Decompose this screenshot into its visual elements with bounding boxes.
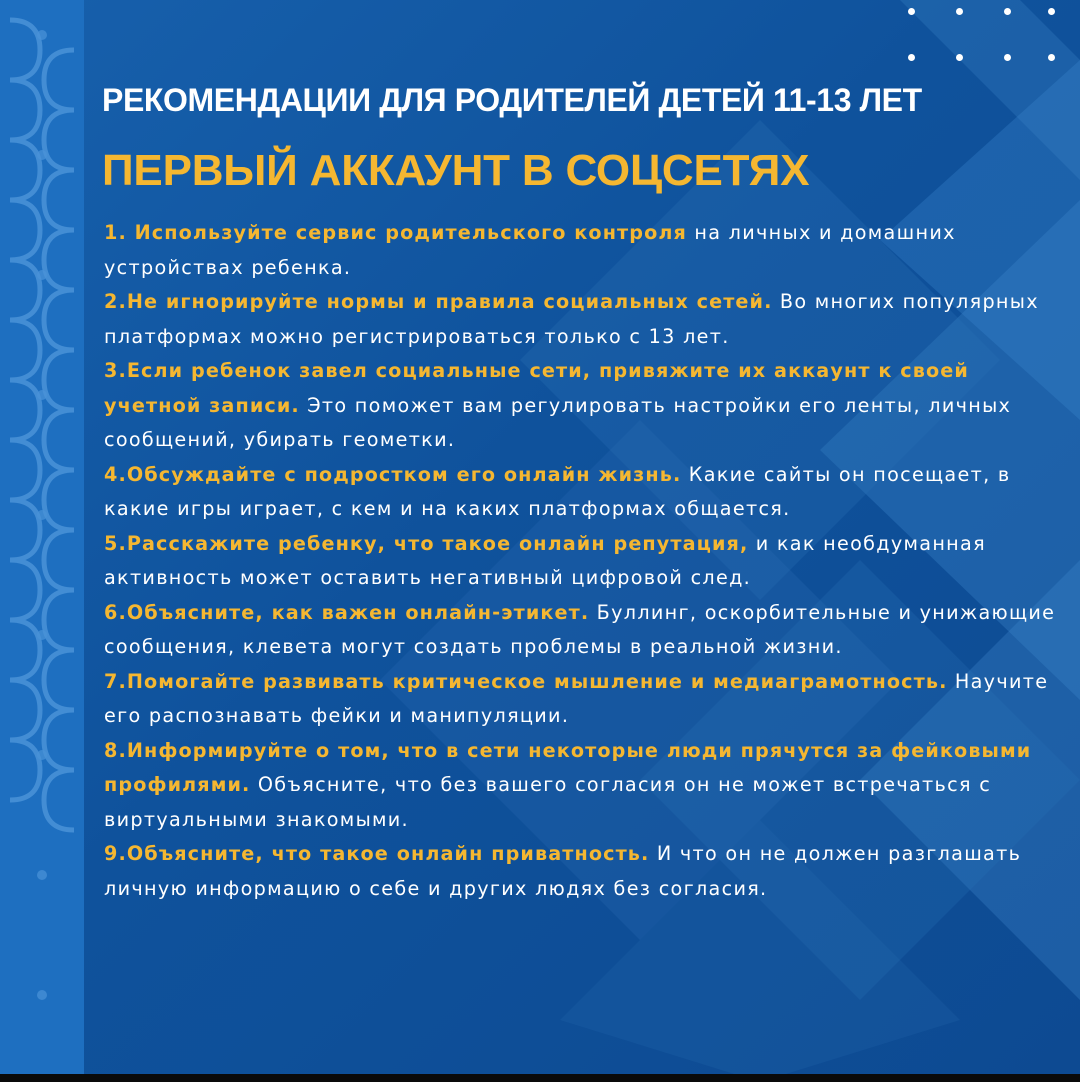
tip-text: Буллинг, оскорбительные и унижающие сообщения, клевета могут создать проблемы в реальной жизни. xyxy=(104,600,1056,658)
tip-text: Во многих популярных платформах можно регистрироваться только с 13 лет. xyxy=(104,290,1039,348)
tip-text: Это поможет вам регулировать настройки его ленты, личных сообщений, убирать геометки. xyxy=(104,393,1012,451)
tip-lead: 6.Объясните, как важен онлайн-этикет. xyxy=(104,600,590,624)
dot-grid xyxy=(908,4,1058,64)
tip-lead: 8.Информируйте о том, что в сети некоторые люди прячутся за фейковыми профилями. xyxy=(104,738,1032,796)
tip-lead: 2.Не игнорируйте нормы и правила социальных сетей. xyxy=(104,290,773,313)
tip-text: Научите его распознавать фейки и манипуляции. xyxy=(104,669,1049,727)
tip-item xyxy=(104,285,1064,354)
tip-lead: 7.Помогайте развивать критическое мышление и медиаграмотность. xyxy=(104,669,948,693)
tip-lead: 4.Обсуждайте с подростком его онлайн жизнь. xyxy=(104,462,682,486)
tip-item xyxy=(104,458,1064,527)
tip-text: Какие сайты он посещает, в какие игры играет, с кем и на каких платформах общается. xyxy=(104,462,1011,520)
tip-text: и как необдуманная активность может оставить негативный цифровой след. xyxy=(104,531,986,589)
tip-item xyxy=(104,596,1064,665)
ornament-strip xyxy=(0,0,84,1082)
tip-lead: 1. Используйте сервис родительского контроля xyxy=(104,221,687,244)
tip-item xyxy=(104,837,1064,906)
header-line: РЕКОМЕНДАЦИИ ДЛЯ РОДИТЕЛЕЙ ДЕТЕЙ 11-13 ЛЕТ xyxy=(102,82,922,118)
tip-item xyxy=(104,216,1064,285)
tip-text: И что он не должен разглашать личную информацию о себе и других людях без согласия. xyxy=(104,842,1022,900)
tip-item xyxy=(104,354,1064,458)
tip-text: Объясните, что без вашего согласия он не может встречаться с виртуальными знакомыми. xyxy=(104,773,992,831)
bottom-bar xyxy=(0,1074,1080,1082)
tip-text: на личных и домашних устройствах ребенка. xyxy=(104,221,956,279)
tip-lead: 5.Расскажите ребенку, что такое онлайн репутация, xyxy=(104,531,749,555)
page-title: ПЕРВЫЙ АККАУНТ В СОЦСЕТЯХ xyxy=(102,146,810,195)
tip-lead: 3.Если ребенок завел социальные сети, привяжите их аккаунт к своей учетной записи. xyxy=(104,359,969,417)
tip-item xyxy=(104,665,1064,734)
tips-list xyxy=(104,216,1064,906)
tip-item xyxy=(104,527,1064,596)
tip-item xyxy=(104,734,1064,838)
tip-lead: 9.Объясните, что такое онлайн приватность. xyxy=(104,842,650,865)
